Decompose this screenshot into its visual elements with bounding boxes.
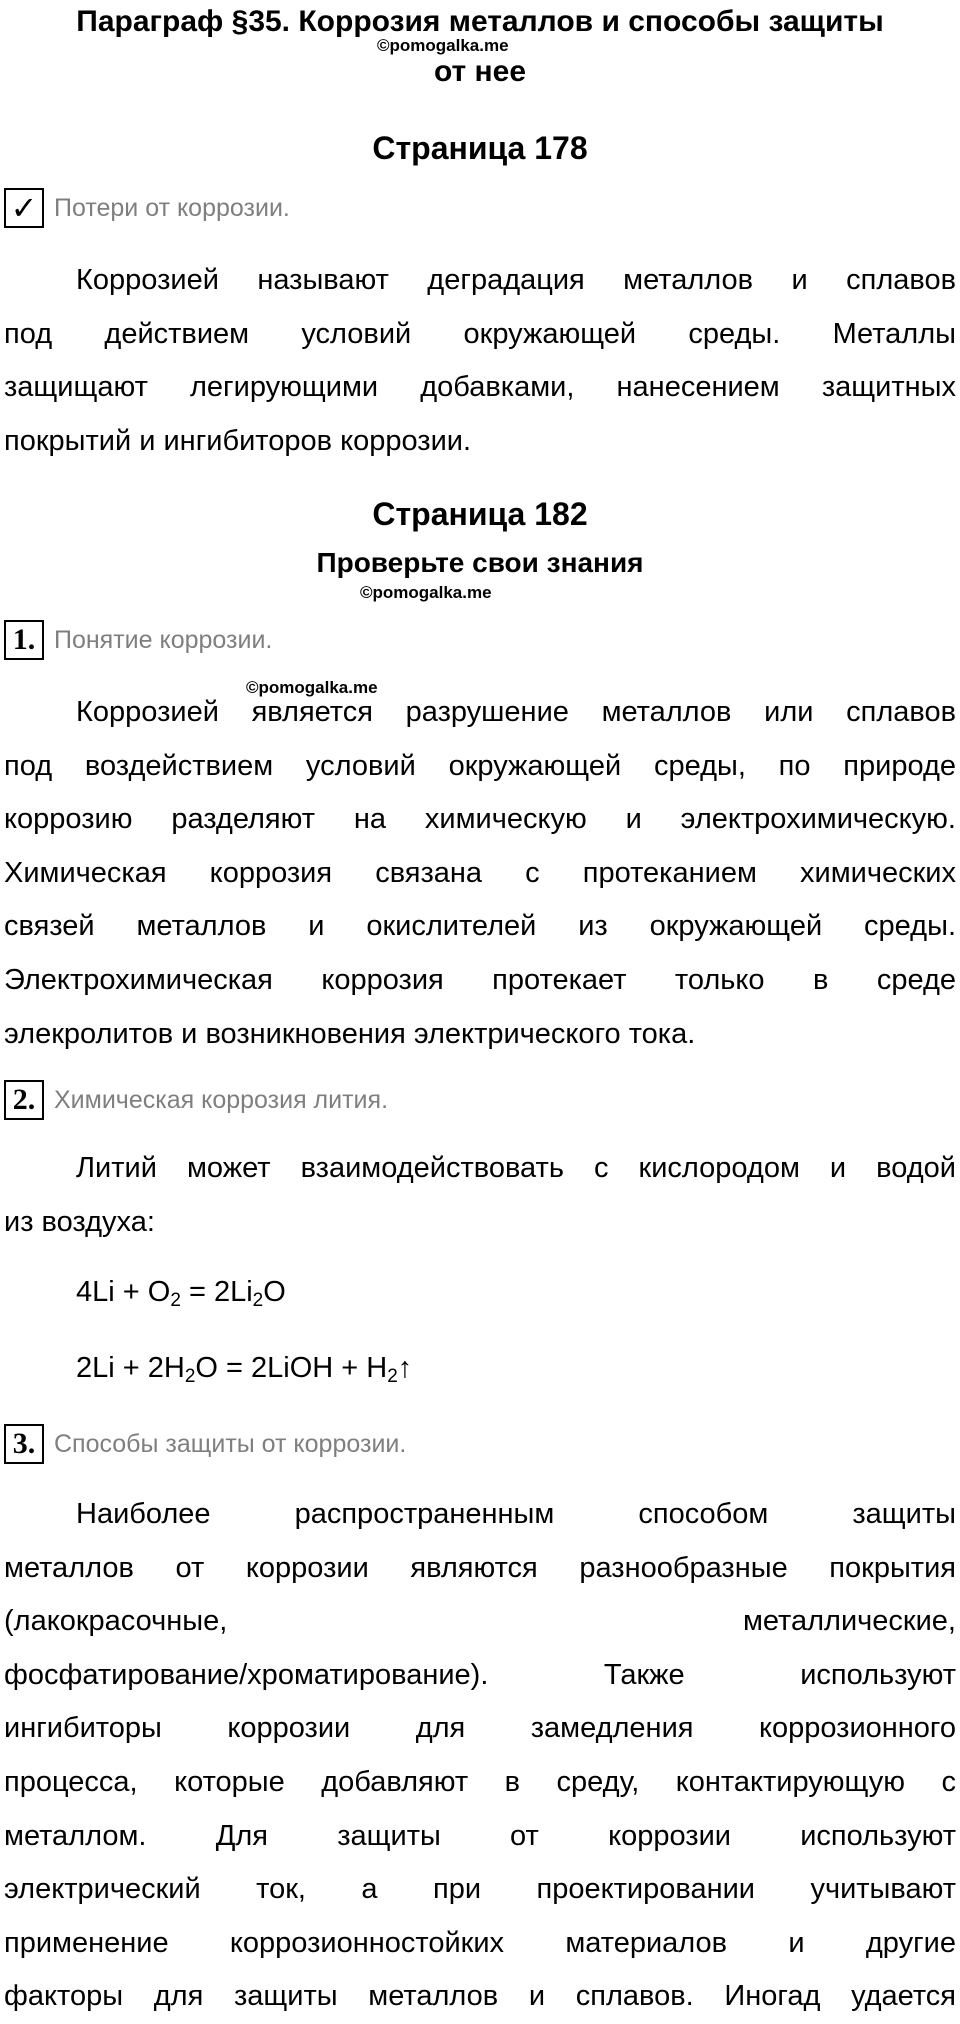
task-1	[4, 618, 272, 662]
task-3	[4, 1422, 406, 1466]
page-heading-178: Страница 178	[372, 130, 588, 166]
paragraph-line: ингибиторы коррозии для замедления коррозионного	[4, 1712, 956, 1745]
task-label: Понятие коррозии.	[54, 625, 273, 654]
paragraph-line: металлом. Для защиты от коррозии используют	[4, 1819, 956, 1852]
paragraph-line: Химическая коррозия связана с протеканием химических	[4, 856, 956, 889]
task-number: 3.	[4, 1424, 44, 1464]
page-title-line-2: от нее	[433, 55, 527, 88]
paragraph-line: факторы для защиты металлов и сплавов. Иногад удается	[4, 1980, 956, 2013]
paragraph-line: (лакокрасочные, металлические,	[4, 1605, 956, 1638]
paragraph-line: применение коррозионностойких материалов и другие	[4, 1926, 956, 1959]
paragraph-line: Электрохимическая коррозия протекает только в среде	[4, 963, 956, 996]
task-label: Химическая коррозия лития.	[54, 1085, 389, 1114]
task-number: 1.	[4, 620, 44, 660]
paragraph-line: коррозию разделяют на химическую и электрохимическую.	[4, 803, 956, 836]
paragraph-line: металлов от коррозии являются разнообразные покрытия	[4, 1551, 956, 1584]
paragraph-line: под воздействием условий окружающей среды, по природе	[4, 749, 956, 782]
paragraph-line: процесса, которые добавляют в среду, контактирующую с	[4, 1765, 956, 1798]
task-2	[4, 1078, 388, 1122]
task-label: Способы защиты от коррозии.	[54, 1429, 407, 1458]
paragraph-line: из воздуха:	[4, 1205, 155, 1238]
answer-paragraph	[4, 1488, 956, 2024]
answer-paragraph	[4, 1142, 956, 1249]
answer-paragraph	[4, 254, 956, 468]
paragraph-line: защищают легирующими добавками, нанесением защитных	[4, 371, 956, 404]
task-label: Потери от коррозии.	[54, 193, 290, 222]
paragraph-line: Наиболее распространенным способом защиты	[76, 1498, 956, 1530]
paragraph-line: электрический ток, а при проектировании учитывают	[4, 1873, 956, 1906]
paragraph-line: Коррозией является разрушение металлов или сплавов	[76, 696, 956, 728]
paragraph-line: покрытий и ингибиторов коррозии.	[4, 424, 472, 457]
paragraph-line: связей металлов и окислителей из окружающей среды.	[4, 910, 956, 943]
paragraph-line: элекролитов и возникновения электрического тока.	[4, 1017, 696, 1050]
checkmark-icon: ✓	[4, 188, 44, 228]
watermark: ©pomogalka.me	[360, 583, 492, 602]
page-title-line-1: Параграф §35. Коррозия металлов и способы защиты	[76, 5, 884, 38]
page-heading-182: Страница 182	[372, 496, 588, 532]
paragraph-line: фосфатирование/хроматирование). Также используют	[4, 1658, 956, 1691]
watermark: ©pomogalka.me	[377, 36, 509, 55]
task-check	[4, 186, 290, 230]
watermark: ©pomogalka.me	[246, 678, 378, 697]
section-subheading: Проверьте свои знания	[316, 547, 644, 578]
paragraph-line: под действием условий окружающей среды. Металлы	[4, 317, 956, 350]
paragraph-line: Коррозией называют деградация металлов и сплавов	[76, 264, 956, 296]
equation: $4Li + O_2 = 2Li_2O$	[76, 1276, 286, 1311]
arrow-up-icon: ↑	[397, 1352, 413, 1384]
equation: $2Li + 2H_2O$ = 2LiOH + $H_2↑$	[76, 1352, 413, 1387]
answer-paragraph	[4, 686, 956, 1061]
paragraph-line: Литий может взаимодействовать с кислородом и водой	[76, 1152, 956, 1184]
task-number: 2.	[4, 1080, 44, 1120]
